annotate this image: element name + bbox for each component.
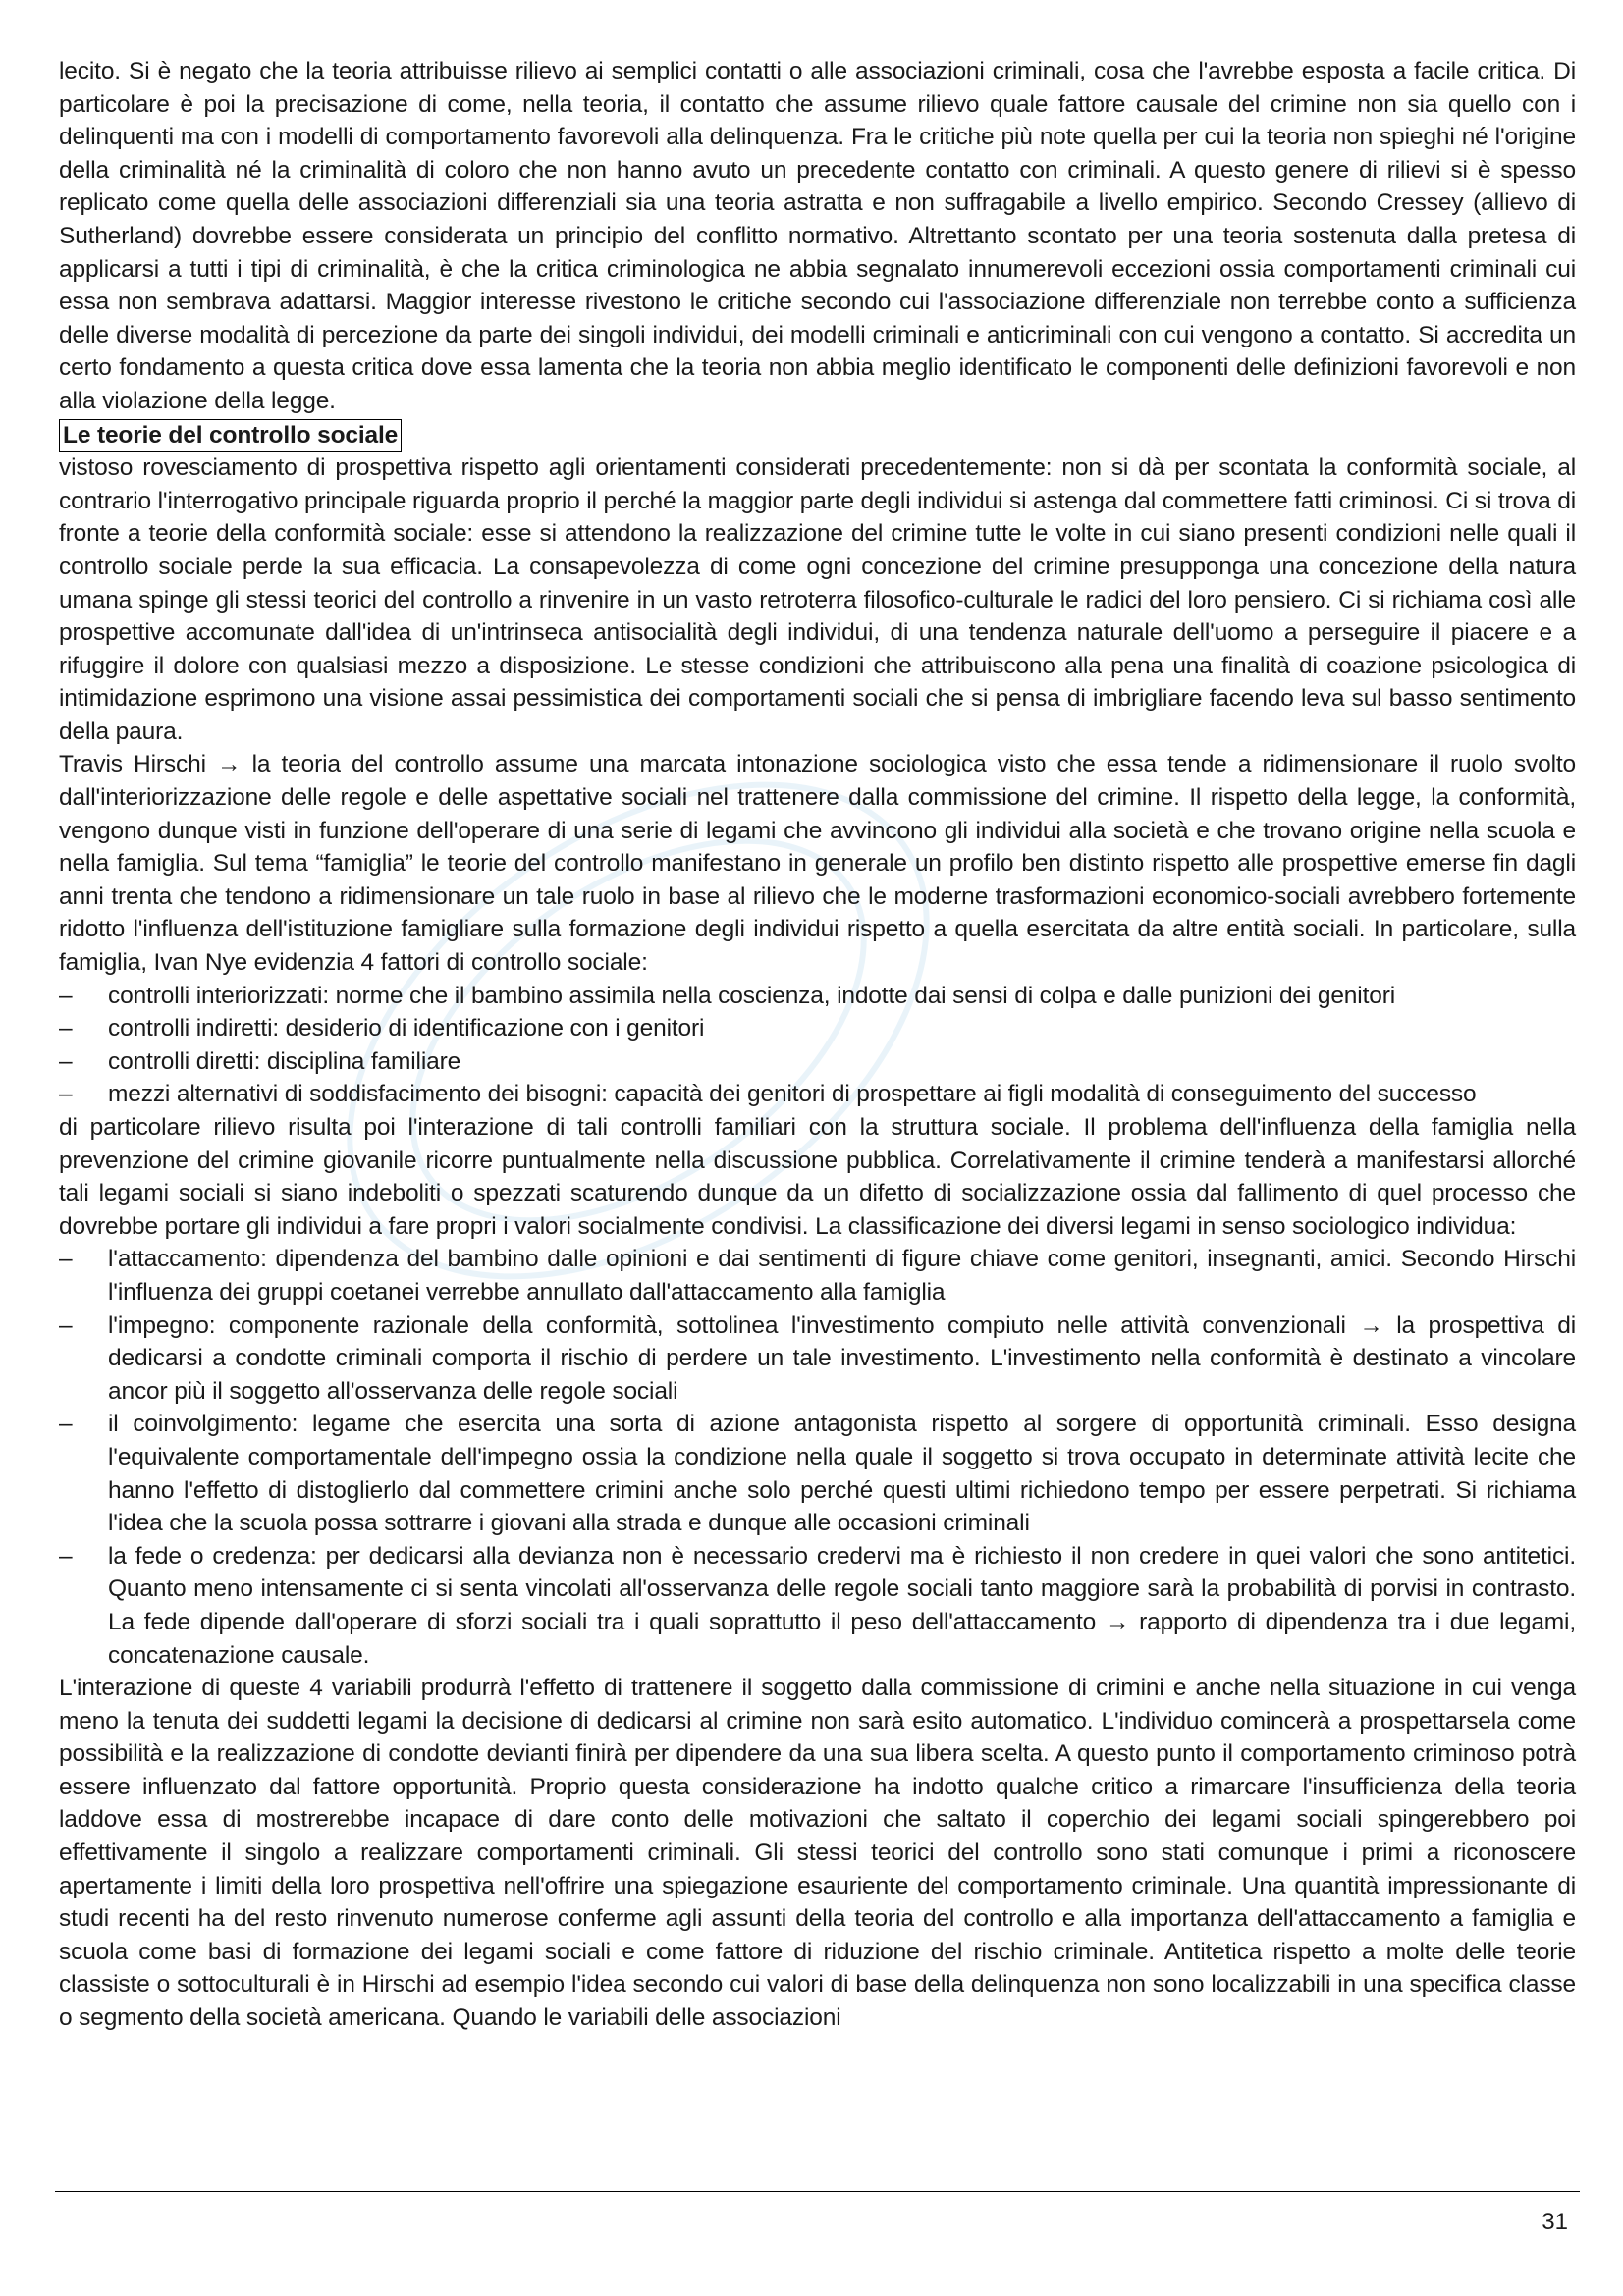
paragraph-interaction: L'interazione di queste 4 variabili produrrà l'effetto di trattenere il soggetto dalla commissione di crimini e anche nella situazione in cui venga meno la tenuta dei suddetti legami la decisione di dedicarsi al crimine non sarà esito automatico. L'individuo comincerà a prospettarsela come possibilità e la realizzazione di condotte devianti finirà per dipendere da una sua libera scelta. A questo punto il comportamento criminoso potrà essere influenzato dal fattore opportunità. Proprio questa considerazione ha indotto qualche critico a rimarcare l'insufficienza della teoria laddove essa di mostrerebbe incapace di dare conto delle motivazioni che saltato il coperchio dei legami sociali spingerebbero poi effettivamente il singolo a realizzare comportamenti criminali. Gli stessi teorici del controllo sono stati comunque i primi a riconoscere apertamente i limiti della loro prospettiva nell'offrire una spiegazione esauriente del comportamento criminale. Una quantità impressionante di studi recenti ha del resto rinvenuto numerose conferme agli assunti della teoria del controllo e alla importanza dell'attaccamento a famiglia e scuola come basi di formazione dei legami sociali e come fattore di riduzione del rischio criminale. Antitetica rispetto a molte delle teorie classiste o sottoculturali è in Hirschi ad esempio l'idea secondo cui valori di base della delinquenza non sono localizzabili in una specifica classe o segmento della società americana. Quando le variabili delle associazioni — [59, 1675, 1576, 2032]
list-item: – il coinvolgimento: legame che esercita una sorta di azione antagonista rispetto al sorgere di opportunità criminali. Esso designa l'equivalente comportamentale dell'impegno ossia la condizione nella quale il soggetto si trova occupato in determinate attività lecite che hanno l'effetto di distoglierlo dal commettere crimini anche solo perché questi ultimi richiedono tempo per essere perpetrati. Si richiama l'idea che la scuola possa sottrarre i giovani alla strada e dunque alle occasioni criminali — [59, 1408, 1576, 1539]
list-item: – controlli interiorizzati: norme che il bambino assimila nella coscienza, indotte dai sensi di colpa e dalle punizioni dei genitori — [59, 980, 1576, 1013]
list-item: – la fede o credenza: per dedicarsi alla devianza non è necessario credervi ma è richiesto il non credere in quei valori che sono antitetici. Quanto meno intensamente ci si senta vincolati all'osservanza delle regole sociali tanto maggiore sarà la probabilità di porvisi in contrasto. La fede dipende dall'operare di sforzi sociali tra i quali soprattutto il peso dell'attaccamento → rapporto di dipendenza tra i due legami, concatenazione causale. — [59, 1540, 1576, 1672]
page-number: 31 — [1542, 2209, 1568, 2235]
list-item: – controlli diretti: disciplina familiare — [59, 1045, 1576, 1079]
dash-bullet: – — [59, 1081, 73, 1108]
dash-bullet: – — [59, 1246, 73, 1273]
dash-bullet: – — [59, 1015, 73, 1042]
paragraph-critiques: lecito. Si è negato che la teoria attribuisse rilievo ai semplici contatti o alle associazioni criminali, cosa che l'avrebbe esposta a facile critica. Di particolare è poi la precisazione di come, nella teoria, il contatto che assume rilievo quale fattore causale del crimine non sia quello con i delinquenti ma con i modelli di comportamento favorevoli alla delinquenza. Fra le critiche più note quella per cui la teoria non spieghi né l'origine della criminalità né la criminalità di coloro che non hanno avuto un precedente contatto con criminali. A questo genere di rilievi si è spesso replicato come quella delle associazioni differenziali sia una teoria astratta e non suffragabile a livello empirico. Secondo Cressey (allievo di Sutherland) dovrebbe essere considerata un principio del conflitto normativo. Altrettanto scontato per una teoria sostenuta dalla pretesa di applicarsi a tutti i tipi di criminalità, è che la critica criminologica ne abbia segnalato innumerevoli eccezioni ossia comportamenti criminali cui essa non sembrava adattarsi. Maggior interesse rivestono le critiche secondo cui l'associazione differenziale non terrebbe conto a sufficienza delle diverse modalità di percezione da parte dei singoli individui, dei modelli criminali e anticriminali con cui vengono a contatto. Si accredita un certo fondamento a questa critica dove essa lamenta che la teoria non abbia meglio identificato le componenti delle definizioni favorevoli e non alla violazione della legge. — [59, 58, 1576, 414]
paragraph-hirschi: Travis Hirschi → la teoria del controllo assume una marcata intonazione sociologica visto che essa tende a ridimensionare il ruolo svolto dall'interiorizzazione delle regole e delle aspettative sociali nel trattenere dalla commissione del crimine. Il rispetto della legge, la conformità, vengono dunque visti in funzione dell'operare di una serie di legami che avvincono gli individui alla società e che trovano origine nella scuola e nella famiglia. Sul tema “famiglia” le teorie del controllo manifestano in generale un profilo ben distinto rispetto alle prospettive emerse fin dagli anni trenta che tendono a ridimensionare un tale ruolo in base al rilievo che le moderne trasformazioni economico-sociali avrebbero fortemente ridotto l'influenza dell'istituzione famigliare sulla formazione degli individui rispetto a quella esercitata da altre entità sociali. In particolare, sulla famiglia, Ivan Nye evidenzia 4 fattori di controllo sociale: — [59, 751, 1576, 977]
dash-bullet: – — [59, 1047, 73, 1075]
list-item: – l'attaccamento: dipendenza del bambino dalle opinioni e dai sentimenti di figure chiave come genitori, insegnanti, amici. Secondo Hirschi l'influenza dei gruppi coetanei verrebbe annullato dall'attaccamento alla famiglia — [59, 1243, 1576, 1308]
social-bonds-list — [59, 1243, 1576, 1672]
dash-bullet: – — [59, 1411, 73, 1438]
paragraph-family-structure: di particolare rilievo risulta poi l'interazione di tali controlli familiari con la struttura sociale. Il problema dell'influenza della famiglia nella prevenzione del crimine giovanile ricorre puntualmente nella discussione pubblica. Correlativamente il crimine tenderà a manifestarsi allorché tali legami sociali si siano indeboliti o spezzati scaturendo dunque da un difetto di socializzazione ossia dal fallimento di quel processo che dovrebbe portare gli individui a fare propri i valori socialmente condivisi. La classificazione dei diversi legami in senso sociologico individua: — [59, 1114, 1576, 1240]
footer-divider — [55, 2191, 1580, 2192]
paragraph-control-intro: vistoso rovesciamento di prospettiva rispetto agli orientamenti considerati precedentemente: non si dà per scontata la conformità sociale, al contrario l'interrogativo principale riguarda proprio il perché la maggior parte degli individui si astenga dal commettere fatti criminosi. Ci si trova di fronte a teorie della conformità sociale: esse si attendono la realizzazione del crimine tutte le volte in cui siano presenti condizioni nelle quali il controllo sociale perde la sua efficacia. La consapevolezza di come ogni concezione del crimine presupponga una concezione della natura umana spinge gli stessi teorici del controllo a rinvenire in un vasto retroterra filosofico-culturale le radici del loro pensiero. Ci si richiama così alle prospettive accomunate dall'idea di un'intrinseca antisocialità degli individui, di una tendenza naturale dell'uomo a perseguire il piacere e a rifuggire il dolore con qualsiasi mezzo a disposizione. Le stesse condizioni che attribuiscono alla pena una finalità di coazione psicologica di intimidazione esprimono una visione assai pessimistica dei comportamenti sociali che si pensa di imbrigliare facendo leva sul basso sentimento della paura. — [59, 454, 1576, 745]
dash-bullet: – — [59, 982, 73, 1009]
list-item: – controlli indiretti: desiderio di identificazione con i genitori — [59, 1012, 1576, 1045]
list-item: – l'impegno: componente razionale della conformità, sottolinea l'investimento compiuto nelle attività convenzionali → la prospettiva di dedicarsi a condotte criminali comporta il rischio di perdere un tale investimento. L'investimento nella conformità è destinato a vincolare ancor più il soggetto all'osservanza delle regole sociali — [59, 1309, 1576, 1409]
nye-factors-list — [59, 980, 1576, 1111]
section-heading: Le teorie del controllo sociale — [59, 419, 402, 452]
document-page — [59, 55, 1576, 2035]
dash-bullet: – — [59, 1311, 73, 1339]
list-item: – mezzi alternativi di soddisfacimento dei bisogni: capacità dei genitori di prospettare ai figli modalità di conseguimento del successo — [59, 1078, 1576, 1111]
dash-bullet: – — [59, 1542, 73, 1570]
